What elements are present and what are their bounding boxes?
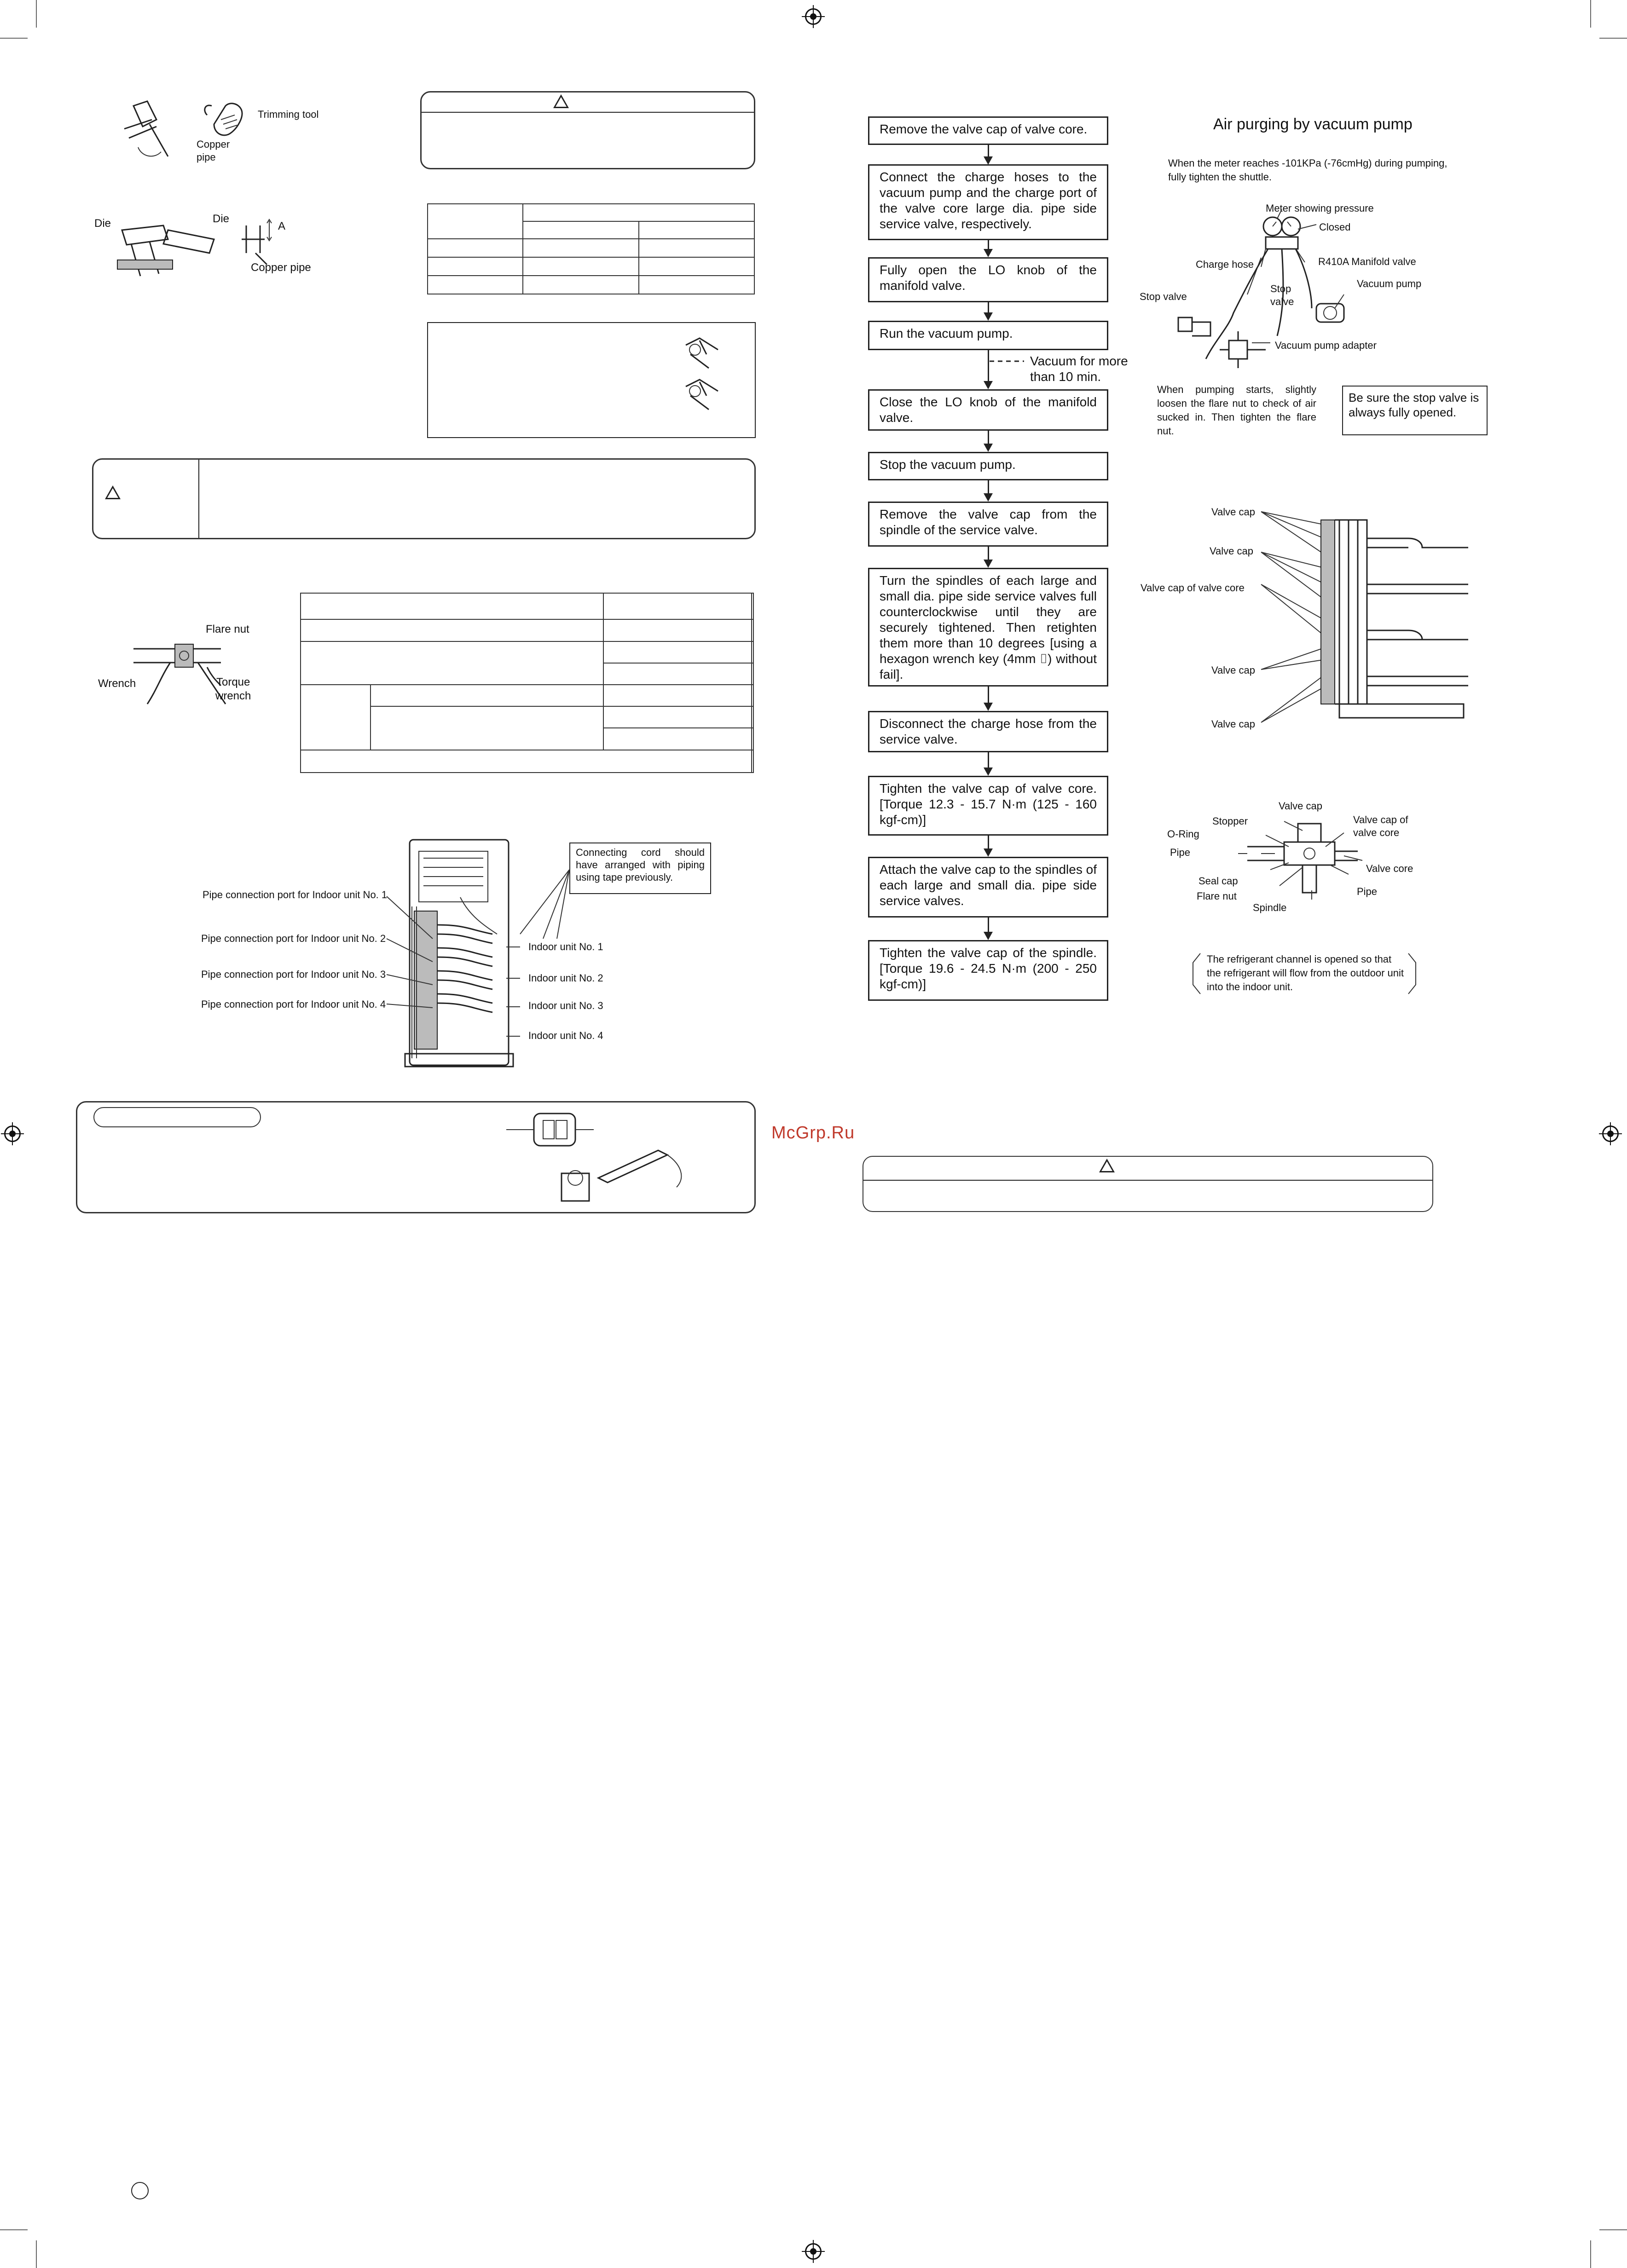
flare-nut-label: Flare nut [206, 623, 249, 635]
die-label-2: Die [213, 213, 230, 225]
valve-caps-illustration [1261, 511, 1468, 722]
caution-triangle-icon-2 [105, 485, 121, 499]
caution-triangle-icon-3 [1099, 1159, 1115, 1172]
crop-mark [1599, 38, 1627, 39]
pipe-port-1-label: Pipe connection port for Indoor unit No. 1 [203, 889, 388, 900]
detail-seal-cap-label: Seal cap [1199, 875, 1238, 887]
crop-mark [1599, 2229, 1627, 2230]
indoor-unit-4-label: Indoor unit No. 4 [528, 1030, 603, 1041]
detail-stopper-label: Stopper [1212, 815, 1248, 827]
pipe-port-3-label: Pipe connection port for Indoor unit No. 3 [201, 969, 386, 980]
indoor-unit-2-label: Indoor unit No. 2 [528, 972, 603, 984]
registration-mark-top [805, 8, 822, 25]
flow-step-6: Stop the vacuum pump. [868, 452, 1108, 480]
detail-valve-cap-label: Valve cap [1279, 800, 1322, 812]
manifold-valve-label: R410A Manifold valve [1318, 256, 1416, 267]
flow-step-4: Run the vacuum pump. [868, 321, 1108, 350]
detail-valve-core-label: Valve core [1366, 863, 1413, 874]
valve-cap-label-4: Valve cap [1211, 718, 1255, 730]
meter-note: When the meter reaches -101KPa (-76cmHg) during pumping, fully tighten the shuttle. [1168, 157, 1448, 183]
refrigerant-note: The refrigerant channel is opened so that the refrigerant will flow from the outdoor unit into the indoor unit. [1207, 953, 1404, 993]
detail-flare-nut-label: Flare nut [1197, 890, 1237, 902]
valve-cap-label-2: Valve cap [1210, 545, 1253, 557]
crop-mark [1590, 0, 1591, 28]
meter-showing-pressure-label: Meter showing pressure [1266, 202, 1374, 214]
flow-step-5: Close the LO knob of the manifold valve. [868, 389, 1108, 431]
flow-step-3: Fully open the LO knob of the manifold valve. [868, 257, 1108, 302]
caution-triangle-icon [553, 94, 569, 108]
detail-valve-cap-core-label: Valve cap of valve core [1353, 814, 1408, 838]
flow-step-9: Disconnect the charge hose from the service valve. [868, 711, 1108, 752]
vacuum-pump-label: Vacuum pump [1357, 278, 1422, 289]
torque-table [300, 593, 754, 773]
connecting-cord-note-box [569, 843, 711, 894]
dimension-a-label: A [278, 220, 286, 232]
flow-step-12: Tighten the valve cap of the spindle. [Torque 19.6 - 24.5 N·m (200 - 250 kgf-cm)] [868, 940, 1108, 1001]
vacuum-dashed-line [990, 359, 1026, 364]
indoor-unit-1-label: Indoor unit No. 1 [528, 941, 603, 952]
charge-hose-label: Charge hose [1196, 259, 1254, 270]
trimming-tool-label: Trimming tool [258, 109, 319, 120]
copper-pipe-short-label: Copper pipe [197, 139, 230, 163]
watermark-text: McGrp.Ru [771, 1123, 855, 1143]
air-purging-title: Air purging by vacuum pump [1213, 115, 1413, 133]
die-label: Die [94, 217, 111, 230]
flow-step-8: Turn the spindles of each large and small dia. pipe side service valves full counterclockwise until they are securely tightened. Then retighten them more than 10 degrees [using a hexagon wrench key (4mm ⌷) without fail]. [868, 568, 1108, 687]
valve-detail-illustration [1238, 814, 1367, 906]
connecting-cord-note: Connecting cord should have arranged with piping using tape previously. [576, 847, 705, 883]
caution-box-middle [92, 458, 756, 539]
vacuum-time-note: Vacuum for more than 10 min. [1030, 354, 1128, 384]
registration-mark-left [4, 1125, 21, 1142]
copper-pipe-label: Copper pipe [251, 261, 311, 274]
pipe-port-2-label: Pipe connection port for Indoor unit No. 2 [201, 933, 386, 944]
flare-dimension-table [427, 203, 755, 294]
registration-mark-bottom [805, 2243, 822, 2260]
crop-mark [36, 2240, 37, 2268]
stop-valve-label-2: Stop valve [1270, 283, 1294, 307]
flow-step-10: Tighten the valve cap of valve core. [Torque 12.3 - 15.7 N·m (125 - 160 kgf-cm)] [868, 776, 1108, 836]
flaring-die-illustration [104, 216, 278, 285]
connecting-cord-leader [506, 865, 571, 948]
stop-valve-label: Stop valve [1140, 291, 1187, 302]
pipe-port-4-label: Pipe connection port for Indoor unit No. 4 [201, 998, 386, 1010]
registration-mark-right [1602, 1125, 1619, 1142]
indoor-unit-3-label: Indoor unit No. 3 [528, 1000, 603, 1011]
valve-cap-label-3: Valve cap [1211, 664, 1255, 676]
flow-step-1: Remove the valve cap of valve core. [868, 116, 1108, 145]
crop-mark [0, 2229, 28, 2230]
stop-valve-note-box [1342, 386, 1488, 435]
detail-spindle-label: Spindle [1253, 902, 1287, 913]
caution-box-top [420, 91, 755, 169]
torque-wrench-label: Torque wrench [215, 676, 251, 702]
stop-valve-note: Be sure the stop valve is always fully opened. [1349, 391, 1479, 419]
flow-step-11: Attach the valve cap to the spindles of each large and small dia. pipe side service valves. [868, 857, 1108, 918]
trimming-illustration [115, 97, 267, 175]
note-box-title-pill [93, 1107, 261, 1127]
manifold-gauge-illustration [1178, 202, 1372, 373]
detail-o-ring-label: O-Ring [1167, 828, 1199, 840]
page-number-circle [131, 2182, 149, 2199]
closed-label: Closed [1319, 221, 1351, 233]
valve-cap-label-1: Valve cap [1211, 506, 1255, 518]
flow-step-7: Remove the valve cap from the spindle of the service valve. [868, 502, 1108, 547]
crop-mark [36, 0, 37, 28]
wrench-label: Wrench [98, 677, 136, 690]
vacuum-pump-adapter-label: Vacuum pump adapter [1275, 340, 1377, 351]
crop-mark [1590, 2240, 1591, 2268]
pumping-note: When pumping starts, slightly loosen the flare nut to check of air sucked in. Then tighten the flare nut. [1157, 384, 1316, 437]
detail-pipe-right-label: Pipe [1357, 886, 1378, 897]
valve-pump-icons [506, 1109, 704, 1206]
valve-cap-core-label: Valve cap of valve core [1141, 582, 1245, 594]
crop-mark [0, 38, 28, 39]
detail-pipe-left-label: Pipe [1170, 847, 1191, 858]
caution-box-bottom-right [863, 1156, 1433, 1212]
flow-step-2: Connect the charge hoses to the vacuum pump and the charge port of the valve core large dia. pipe side service valve, respectively. [868, 164, 1108, 240]
flare-check-icons [677, 331, 732, 423]
